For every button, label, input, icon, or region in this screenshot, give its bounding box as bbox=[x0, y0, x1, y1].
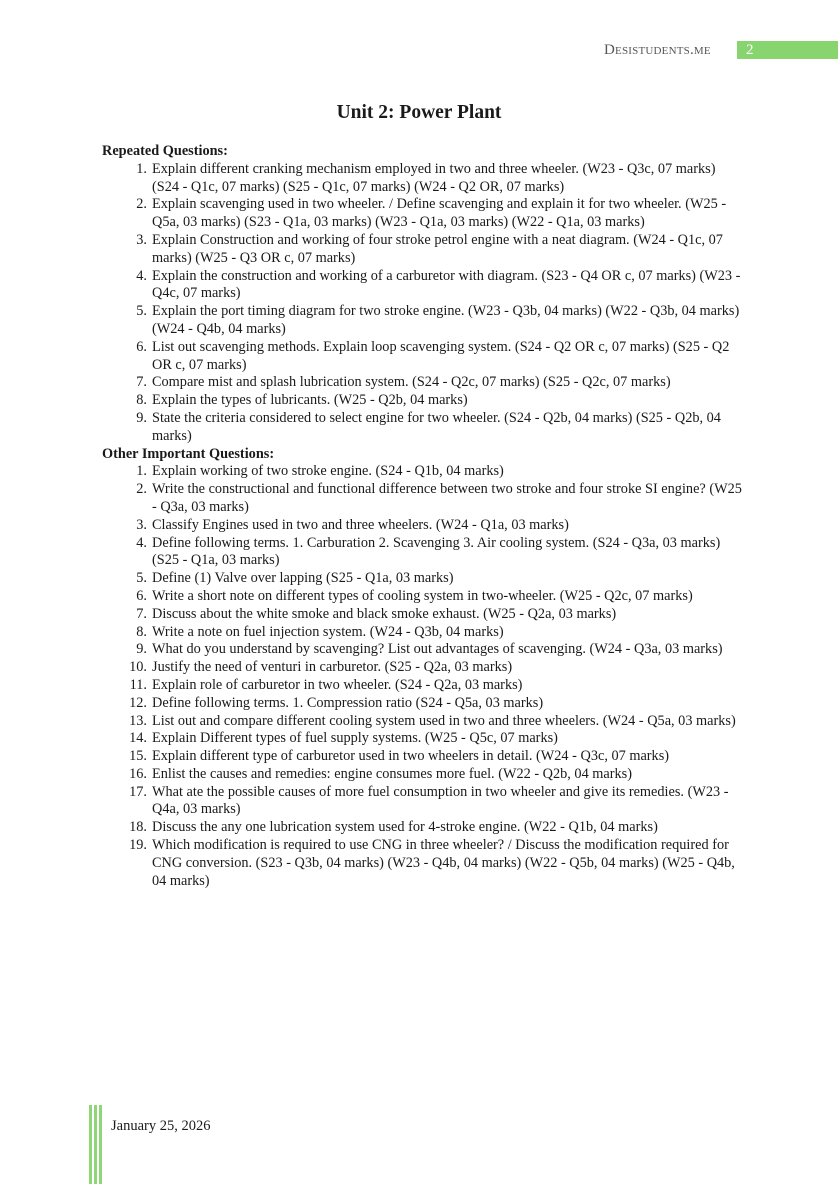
question-item bbox=[102, 837, 742, 890]
question-number: 7. bbox=[136, 605, 147, 622]
question-item bbox=[102, 570, 742, 588]
question-number: 16. bbox=[129, 765, 147, 782]
question-list bbox=[102, 161, 742, 446]
question-text: Define (1) Valve over lapping (S25 - Q1a, 03 marks) bbox=[152, 570, 454, 587]
question-item bbox=[102, 410, 742, 446]
question-number: 13. bbox=[129, 712, 147, 729]
question-text: Explain different type of carburetor used in two wheelers in detail. (W24 - Q3c, 07 marks) bbox=[152, 748, 670, 765]
question-number: 8. bbox=[136, 623, 147, 640]
question-number: 11. bbox=[129, 676, 147, 693]
question-item bbox=[102, 819, 742, 837]
question-text: Explain the port timing diagram for two stroke engine. (W23 - Q3b, 04 marks) (W22 - Q3b, 04 marks) (W24 - Q4b, 04 marks) bbox=[152, 303, 740, 337]
question-number: 18. bbox=[129, 819, 147, 836]
question-text: Explain role of carburetor in two wheeler. (S24 - Q2a, 03 marks) bbox=[152, 676, 523, 693]
question-number: 1. bbox=[136, 463, 147, 480]
question-item bbox=[102, 713, 742, 731]
question-item bbox=[102, 339, 742, 375]
question-text: Discuss about the white smoke and black smoke exhaust. (W25 - Q2a, 03 marks) bbox=[152, 605, 617, 622]
question-text: Write the constructional and functional difference between two stroke and four stroke SI engine? (W25 - Q3a, 03 marks) bbox=[152, 481, 742, 515]
question-list bbox=[102, 463, 742, 890]
question-item bbox=[102, 481, 742, 517]
question-text: Classify Engines used in two and three wheelers. (W24 - Q1a, 03 marks) bbox=[152, 516, 569, 533]
question-text: Compare mist and splash lubrication system. (S24 - Q2c, 07 marks) (S25 - Q2c, 07 marks) bbox=[152, 374, 671, 391]
question-item bbox=[102, 624, 742, 642]
footer-accent-bars bbox=[89, 1105, 101, 1184]
question-number: 6. bbox=[136, 338, 147, 355]
question-number: 2. bbox=[136, 196, 147, 213]
footer-date: January 25, 2026 bbox=[111, 1118, 211, 1134]
question-text: List out scavenging methods. Explain loop scavenging system. (S24 - Q2 OR c, 07 marks) (S25 - Q2 OR c, 07 marks) bbox=[152, 338, 730, 373]
question-item bbox=[102, 232, 742, 268]
question-item bbox=[102, 588, 742, 606]
question-number: 19. bbox=[129, 837, 147, 854]
question-number: 9. bbox=[136, 409, 147, 426]
question-number: 3. bbox=[136, 516, 147, 533]
question-text: Explain the construction and working of a carburetor with diagram. (S23 - Q4 OR c, 07 marks) (W23 - Q4c, 07 marks) bbox=[152, 267, 741, 302]
question-text: Enlist the causes and remedies: engine consumes more fuel. (W22 - Q2b, 04 marks) bbox=[152, 765, 632, 782]
question-number: 17. bbox=[129, 783, 147, 800]
question-text: Explain the types of lubricants. (W25 - Q2b, 04 marks) bbox=[152, 392, 468, 409]
question-item bbox=[102, 677, 742, 695]
question-item bbox=[102, 748, 742, 766]
question-number: 2. bbox=[136, 481, 147, 498]
question-item bbox=[102, 161, 742, 197]
question-text: Define following terms. 1. Compression ratio (S24 - Q5a, 03 marks) bbox=[152, 694, 544, 711]
question-item bbox=[102, 463, 742, 481]
question-number: 4. bbox=[136, 267, 147, 284]
question-number: 8. bbox=[136, 392, 147, 409]
question-text: Write a short note on different types of cooling system in two-wheeler. (W25 - Q2c, 07 marks) bbox=[152, 587, 693, 604]
question-number: 4. bbox=[136, 534, 147, 551]
question-item bbox=[102, 659, 742, 677]
question-text: State the criteria considered to select engine for two wheeler. (S24 - Q2b, 04 marks) (S25 - Q2b, 04 marks) bbox=[152, 409, 721, 444]
question-item bbox=[102, 374, 742, 392]
question-number: 7. bbox=[136, 374, 147, 391]
question-text: List out and compare different cooling system used in two and three wheelers. (W24 - Q5a, 03 marks) bbox=[152, 712, 736, 729]
question-text: Define following terms. 1. Carburation 2. Scavenging 3. Air cooling system. (S24 - Q3a, 03 marks) (S25 - Q1a, 03 marks) bbox=[152, 534, 721, 569]
footer-bar bbox=[89, 1105, 92, 1184]
question-number: 12. bbox=[129, 694, 147, 711]
question-item bbox=[102, 517, 742, 535]
question-number: 3. bbox=[136, 231, 147, 248]
question-text: Write a note on fuel injection system. (W24 - Q3b, 04 marks) bbox=[152, 623, 504, 640]
page-number: 2 bbox=[746, 42, 754, 58]
question-number: 5. bbox=[136, 303, 147, 320]
section-title: Repeated Questions: bbox=[102, 143, 228, 159]
question-text: What ate the possible causes of more fuel consumption in two wheeler and give its remedies. (W23 - Q4a, 03 marks) bbox=[152, 783, 729, 818]
question-number: 1. bbox=[136, 160, 147, 177]
question-number: 14. bbox=[129, 730, 147, 747]
section-other-important-questions bbox=[102, 446, 742, 891]
footer-bar bbox=[99, 1105, 102, 1184]
question-text: Explain working of two stroke engine. (S24 - Q1b, 04 marks) bbox=[152, 463, 504, 480]
question-text: Justify the need of venturi in carburetor. (S25 - Q2a, 03 marks) bbox=[152, 659, 513, 676]
question-number: 6. bbox=[136, 587, 147, 604]
section-title: Other Important Questions: bbox=[102, 445, 275, 462]
section-repeated-questions bbox=[102, 143, 742, 446]
question-number: 15. bbox=[129, 748, 147, 765]
question-item bbox=[102, 641, 742, 659]
question-text: Which modification is required to use CNG in three wheeler? / Discuss the modification required for CNG conversion. (S23 - Q3b, 04 marks) (W23 - Q4b, 04 marks) (W22 - Q5b, 04 marks) (W25 - Q4b, 04 marks) bbox=[152, 837, 735, 889]
page-number-badge bbox=[737, 41, 838, 59]
page-title: Unit 2: Power Plant bbox=[336, 102, 502, 123]
question-text: Explain Construction and working of four stroke petrol engine with a neat diagram. (W24 - Q1c, 07 marks) (W25 - Q3 OR c, 07 marks) bbox=[152, 231, 723, 266]
question-item bbox=[102, 766, 742, 784]
question-number: 10. bbox=[129, 659, 147, 676]
question-text: Explain scavenging used in two wheeler. / Define scavenging and explain it for two wheeler. (W25 - Q5a, 03 marks) (S23 - Q1a, 03 marks) (W23 - Q1a, 03 marks) (W22 - Q1a, 03 marks) bbox=[152, 196, 727, 231]
question-item bbox=[102, 730, 742, 748]
footer-bar bbox=[94, 1105, 97, 1184]
question-item bbox=[102, 784, 742, 820]
question-item bbox=[102, 196, 742, 232]
header-site-name: Desistudents.me bbox=[604, 42, 711, 58]
question-number: 5. bbox=[136, 570, 147, 587]
question-item bbox=[102, 606, 742, 624]
question-item bbox=[102, 695, 742, 713]
question-number: 9. bbox=[136, 641, 147, 658]
question-item bbox=[102, 535, 742, 571]
question-item bbox=[102, 268, 742, 304]
question-text: Explain different cranking mechanism employed in two and three wheeler. (W23 - Q3c, 07 marks) (S24 - Q1c, 07 marks) (S25 - Q1c, 07 marks) (W24 - Q2 OR, 07 marks) bbox=[152, 160, 716, 195]
question-text: Discuss the any one lubrication system used for 4-stroke engine. (W22 - Q1b, 04 marks) bbox=[152, 819, 658, 836]
document-body bbox=[102, 143, 742, 890]
question-item bbox=[102, 303, 742, 339]
question-item bbox=[102, 392, 742, 410]
question-text: What do you understand by scavenging? List out advantages of scavenging. (W24 - Q3a, 03 marks) bbox=[152, 641, 723, 658]
question-text: Explain Different types of fuel supply systems. (W25 - Q5c, 07 marks) bbox=[152, 730, 558, 747]
